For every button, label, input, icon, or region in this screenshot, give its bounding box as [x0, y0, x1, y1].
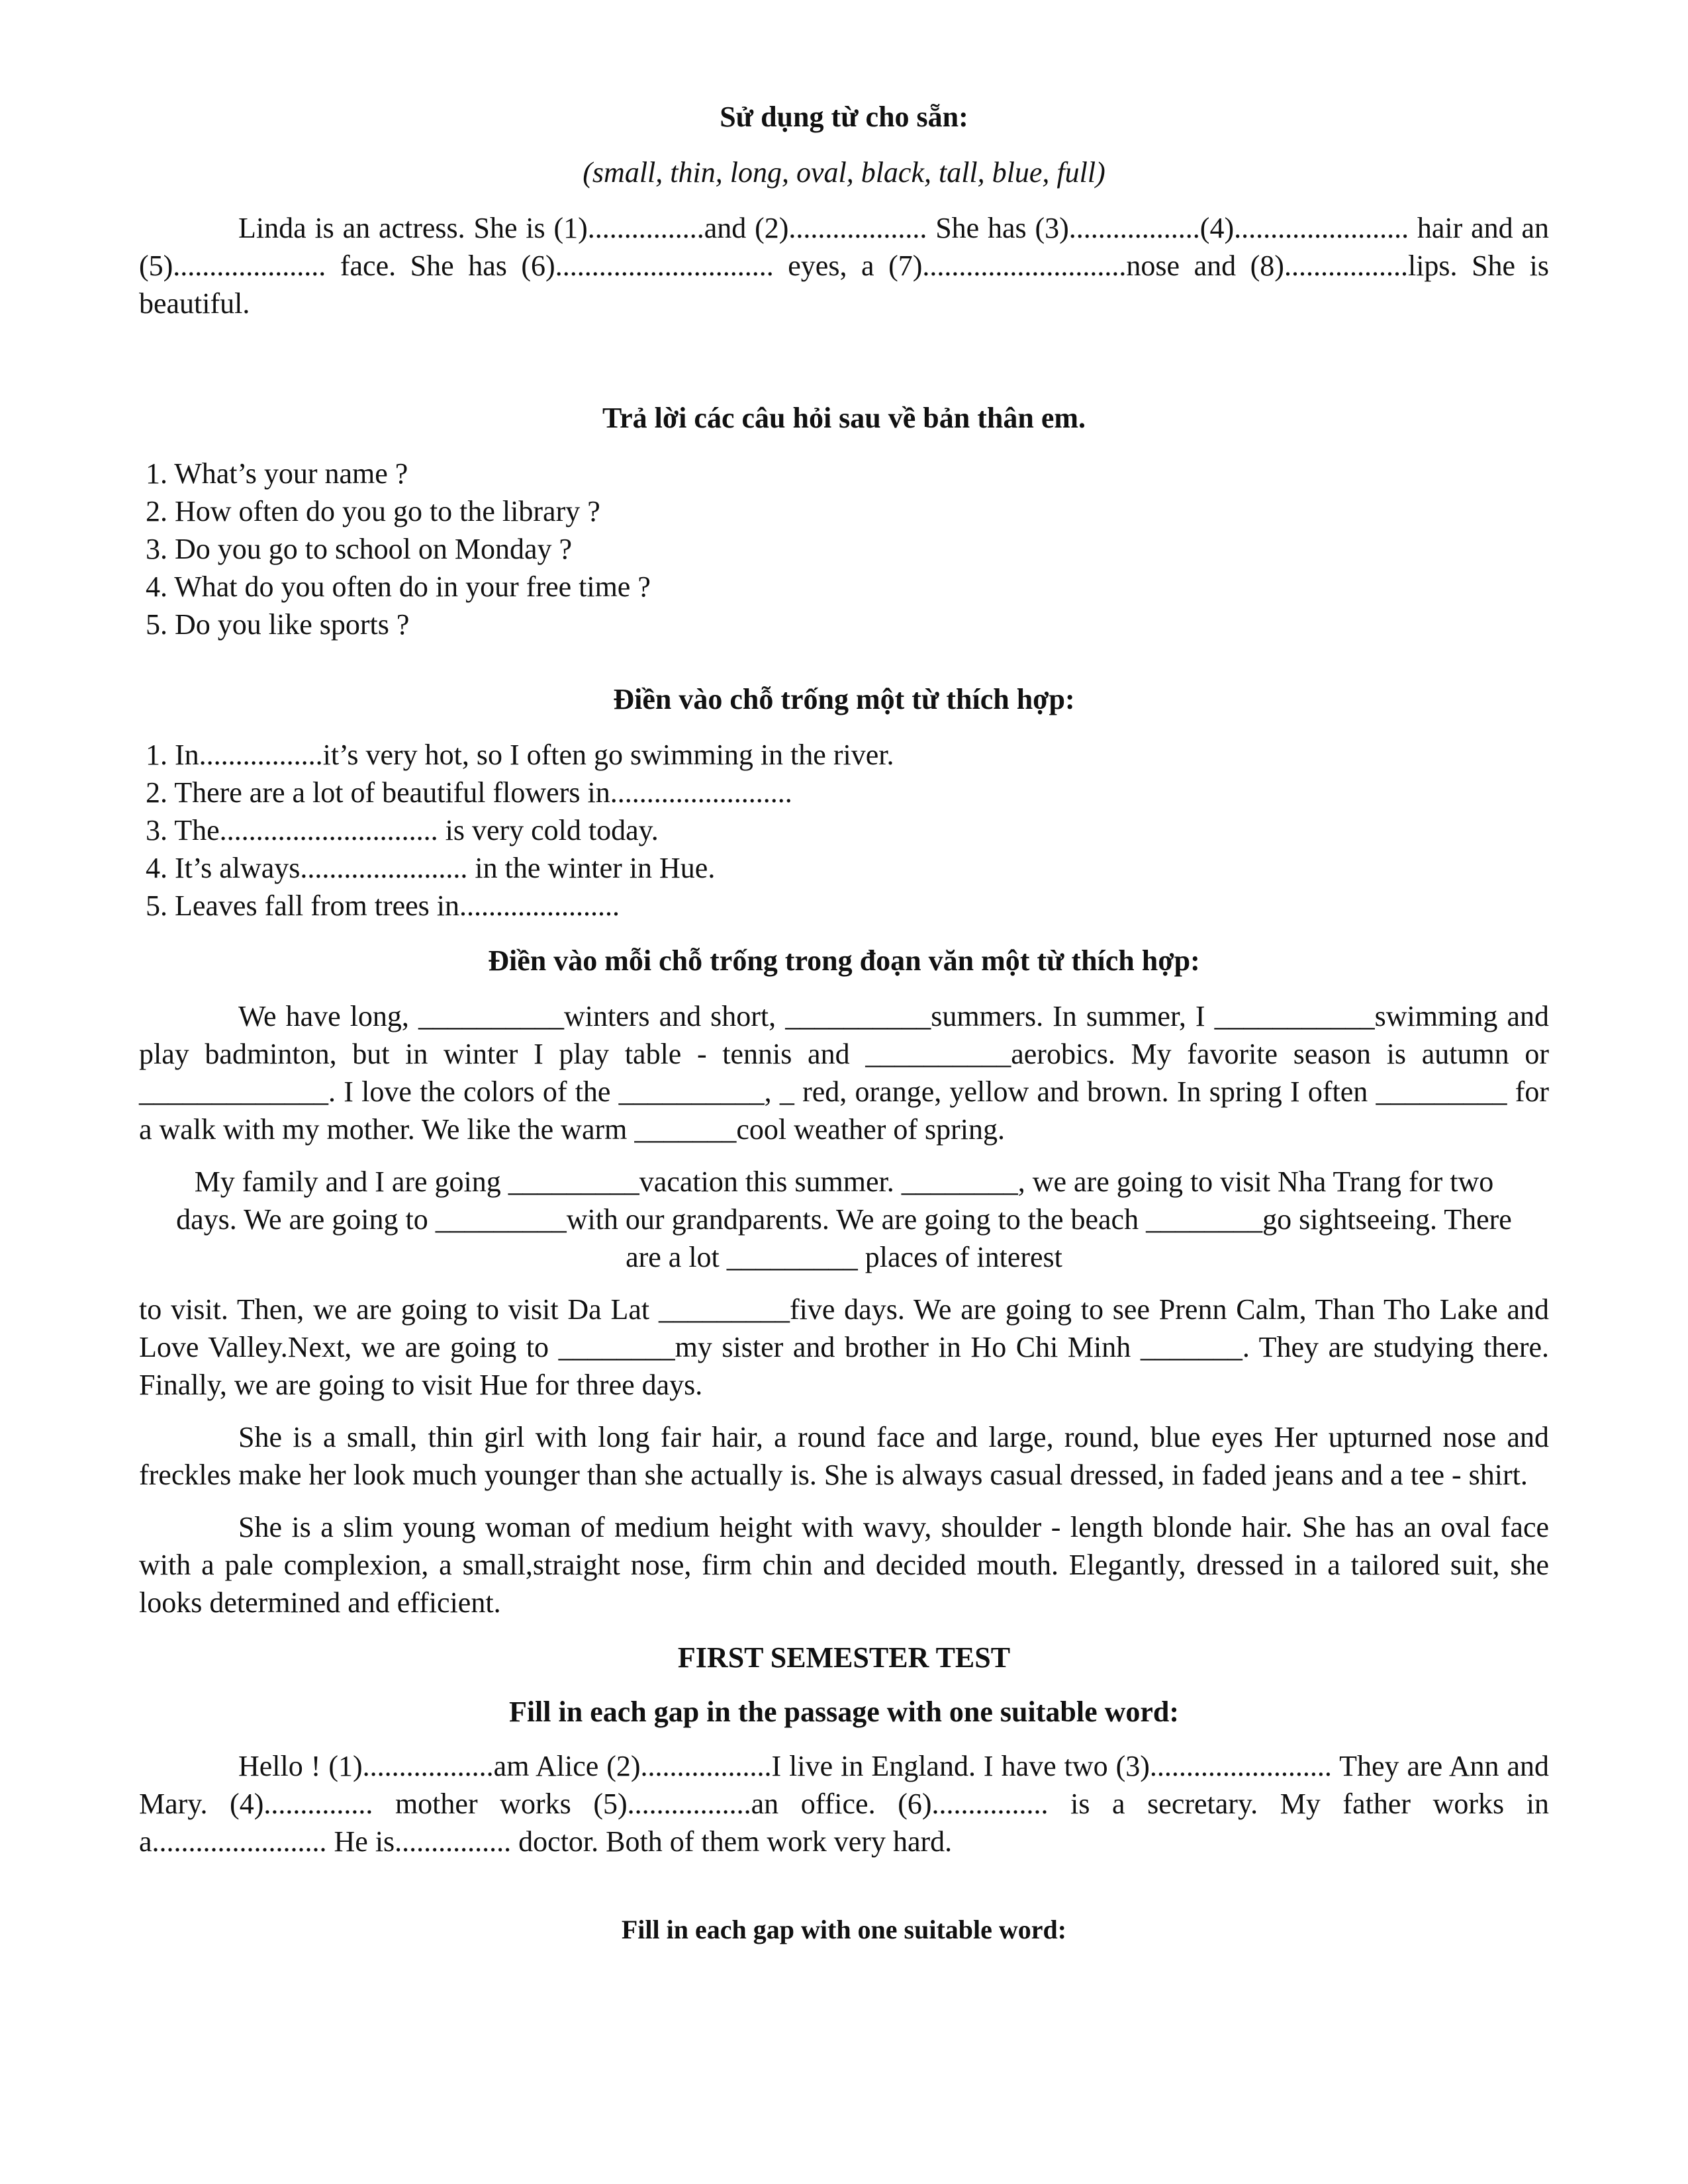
list-item: 5. Leaves fall from trees in......................: [146, 889, 620, 922]
passage-vacation: My family and I are going _________vacation this summer. ________, we are going to visit Nha Trang for two days. We are going to _________with our grandparents. We are going to the beach ________go sightseeing. There are a lot _________ places of interest: [176, 1165, 1512, 1273]
section-passages: [139, 942, 1549, 1621]
list-item: 3. Do you go to school on Monday ?: [146, 533, 573, 565]
section-heading: Trả lời các câu hỏi sau về bản thân em.: [602, 402, 1086, 434]
question-list: [139, 455, 1549, 643]
section-heading: Điền vào mỗi chỗ trống trong đoạn văn một từ thích hợp:: [488, 944, 1200, 977]
section-heading: Fill in each gap in the passage with one suitable word:: [508, 1696, 1180, 1728]
section-heading: Điền vào chỗ trống một từ thích hợp:: [613, 683, 1075, 715]
passage-alice: Hello ! (1)..................am Alice (2)..................I live in England. I have two (3)......................... They are Ann and Mary. (4)............... mother works (5).................an office. (6)................ is a secretary. My father works in a........................ He is................ doctor. Both of them work very hard.: [139, 1750, 1549, 1858]
section-word-bank: [139, 98, 1549, 322]
list-item: 2. How often do you go to the library ?: [146, 495, 600, 527]
passage-linda: Linda is an actress. She is (1)................and (2)................... She has (3)..................(4)........................ hair and an (5)..................... face. She has (6).............................. eyes, a (7)............................nose and (8).................lips. She is beautiful.: [139, 212, 1549, 320]
section-heading: Sử dụng từ cho sẵn:: [720, 101, 968, 133]
passage-description-woman: She is a slim young woman of medium height with wavy, shoulder - length blonde hair. She has an oval face with a pale complexion, a small,straight nose, firm chin and decided mouth. Elegantly, dressed in a tailored suit, she looks determined and efficient.: [139, 1511, 1549, 1619]
passage-vacation-continued: to visit. Then, we are going to visit Da Lat _________five days. We are going to see Prenn Calm, Than Tho Lake and Love Valley.Next, we are going to ________my sister and brother in Ho Chi Minh _______. They are studying there. Finally, we are going to visit Hue for three days.: [139, 1293, 1549, 1401]
list-item: 2. There are a lot of beautiful flowers in.........................: [146, 776, 792, 809]
list-item: 1. In.................it’s very hot, so I often go swimming in the river.: [146, 739, 894, 771]
test-title: FIRST SEMESTER TEST: [677, 1641, 1011, 1674]
list-item: 4. What do you often do in your free time ?: [146, 570, 651, 603]
list-item: 4. It’s always....................... in the winter in Hue.: [146, 852, 716, 884]
fill-list: [139, 736, 1549, 925]
section-semester-test: [139, 1639, 1549, 1949]
section-questions: [139, 399, 1549, 643]
passage-description-girl: She is a small, thin girl with long fair hair, a round face and large, round, blue eyes Her upturned nose and freckles make her look much younger than she actually is. She is always casual dressed, in faded jeans and a tee - shirt.: [139, 1421, 1549, 1491]
word-bank: (small, thin, long, oval, black, tall, blue, full): [583, 156, 1105, 189]
section-heading: Fill in each gap with one suitable word:: [621, 1915, 1067, 1944]
list-item: 5. Do you like sports ?: [146, 608, 410, 641]
section-fill-blank: [139, 680, 1549, 925]
list-item: 3. The.............................. is very cold today.: [146, 814, 659, 846]
list-item: 1. What’s your name ?: [146, 457, 408, 490]
passage-seasons: We have long, __________winters and short, __________summers. In summer, I ___________swimming and play badminton, but in winter I play table - tennis and __________aerobics. My favorite season is autumn or _____________. I love the colors of the __________, _ red, orange, yellow and brown. In spring I often _________ for a walk with my mother. We like the warm _______cool weather of spring.: [139, 1000, 1549, 1146]
